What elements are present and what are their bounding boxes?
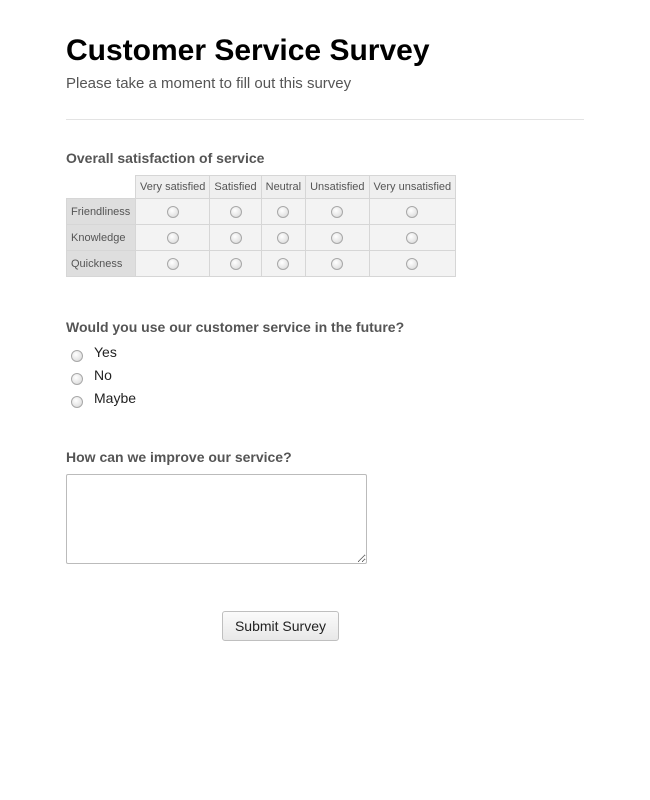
matrix-row-friendliness <box>67 199 456 225</box>
radio-knowledge-very-satisfied[interactable] <box>167 232 179 244</box>
question-label-improve: How can we improve our service? <box>66 449 292 465</box>
radio-maybe[interactable] <box>71 396 83 408</box>
option-label: Yes <box>94 344 117 360</box>
option-no[interactable] <box>66 367 112 387</box>
page-subtitle: Please take a moment to fill out this survey <box>66 75 352 92</box>
matrix-row-label: Knowledge <box>67 225 136 251</box>
matrix-row-label: Friendliness <box>67 199 136 225</box>
radio-friendliness-very-unsatisfied[interactable] <box>406 206 418 218</box>
radio-friendliness-satisfied[interactable] <box>230 206 242 218</box>
radio-quickness-very-unsatisfied[interactable] <box>406 258 418 270</box>
radio-quickness-very-satisfied[interactable] <box>167 258 179 270</box>
matrix-column-header: Unsatisfied <box>306 176 369 199</box>
radio-quickness-satisfied[interactable] <box>230 258 242 270</box>
improvement-textarea[interactable] <box>66 474 367 564</box>
matrix-row-label: Quickness <box>67 251 136 277</box>
matrix-row-knowledge <box>67 225 456 251</box>
matrix-column-header: Very satisfied <box>136 176 210 199</box>
option-yes[interactable] <box>66 344 117 364</box>
question-label-future-use: Would you use our customer service in the future? <box>66 319 405 335</box>
question-label-satisfaction: Overall satisfaction of service <box>66 150 265 166</box>
matrix-column-header: Neutral <box>261 176 305 199</box>
satisfaction-matrix <box>66 175 456 277</box>
radio-no[interactable] <box>71 373 83 385</box>
radio-friendliness-very-satisfied[interactable] <box>167 206 179 218</box>
divider <box>66 119 584 120</box>
matrix-row-quickness <box>67 251 456 277</box>
matrix-column-header: Very unsatisfied <box>369 176 456 199</box>
radio-friendliness-unsatisfied[interactable] <box>331 206 343 218</box>
submit-survey-button[interactable]: Submit Survey <box>222 611 339 641</box>
option-maybe[interactable] <box>66 390 137 410</box>
option-label: Maybe <box>94 390 137 406</box>
radio-quickness-unsatisfied[interactable] <box>331 258 343 270</box>
page-title: Customer Service Survey <box>66 34 430 67</box>
matrix-corner <box>67 176 136 199</box>
radio-friendliness-neutral[interactable] <box>277 206 289 218</box>
radio-knowledge-unsatisfied[interactable] <box>331 232 343 244</box>
radio-knowledge-neutral[interactable] <box>277 232 289 244</box>
radio-knowledge-very-unsatisfied[interactable] <box>406 232 418 244</box>
radio-knowledge-satisfied[interactable] <box>230 232 242 244</box>
radio-yes[interactable] <box>71 350 83 362</box>
option-label: No <box>94 367 112 383</box>
radio-quickness-neutral[interactable] <box>277 258 289 270</box>
matrix-column-header: Satisfied <box>210 176 261 199</box>
